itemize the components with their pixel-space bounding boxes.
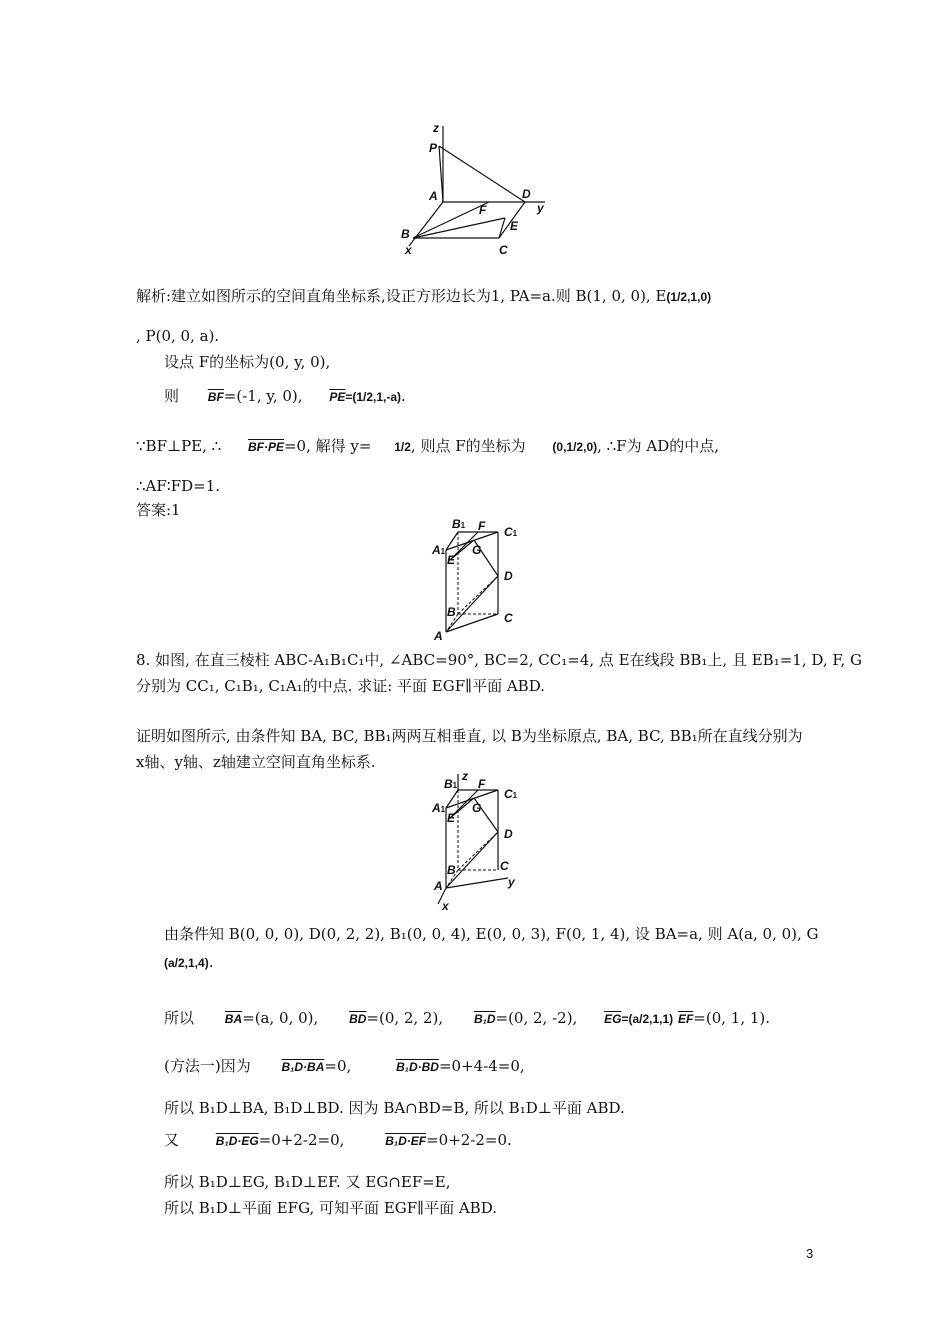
fig3-label-z: z (462, 769, 468, 783)
q7-vec-bf: $\overline{BF}$ (207, 390, 224, 404)
fig3-label-c: C (500, 859, 509, 873)
q7-answer: 答案:1 (136, 501, 181, 519)
fig3-label-x: x (442, 899, 449, 913)
q8-coords-line1: 由条件知 B(0, 0, 0), D(0, 2, 2), B₁(0, 0, 4), E(0, 0, 3), F(0, 1, 4), 设 BA=a, 则 A(a, 0, 0), G (164, 925, 819, 943)
fig2-label-f: F (478, 519, 486, 533)
q8-stem-line2: 分别为 CC₁, C₁B₁, C₁A₁的中点. 求证: 平面 EGF∥平面 ABD. (136, 677, 545, 695)
q7-pe-value: =(1/2,1,-a) (345, 390, 402, 404)
fig2-label-b: B (447, 605, 456, 619)
fig3-label-f: F (478, 777, 486, 791)
q8-vec-eg: $\overline{EG}$ (604, 1012, 622, 1026)
q8-vec-b1d: B₁D (473, 1012, 496, 1026)
fig2-label-c1: C1 (504, 525, 518, 539)
q7-because: ∵BF⊥PE, ∴ (136, 437, 222, 455)
q8-method1-label: (方法一)因为 (164, 1057, 251, 1075)
q7-line4-end: . (401, 387, 406, 405)
fig3-label-d: D (504, 827, 513, 841)
q8-vec-b1d-ef: B₁D·EF (385, 1134, 427, 1148)
q8-b1d-eg-value: =0+2-2=0, (258, 1131, 345, 1149)
q8-perp-line1: 所以 B₁D⊥BA, B₁D⊥BD. 因为 BA∩BD=B, 所以 B₁D⊥平面 ABD. (164, 1099, 625, 1117)
fig1-label-a: A (429, 189, 438, 203)
q8-b1d-ef-value: =0+2-2=0. (426, 1131, 512, 1149)
q7-analysis-line2: , P(0, 0, a). (136, 327, 220, 345)
q7-bf-value: =(-1, y, 0), (223, 387, 303, 405)
fig2-label-c: C (504, 611, 513, 625)
q8-eg-value: =(a/2,1,1) (621, 1012, 674, 1026)
fig1-label-f: F (479, 203, 487, 217)
fig3-label-y: y (508, 875, 515, 889)
q7-e-coord: (1/2,1,0) (666, 290, 712, 304)
fig2-label-e: E (447, 553, 456, 567)
q8-stem-line1: 8. 如图, 在直三棱柱 ABC-A₁B₁C₁中, ∠ABC=90°, BC=2, CC₁=4, 点 E在线段 BB₁上, 且 EB₁=1, D, F, G (136, 651, 862, 669)
q7-line3: 设点 F的坐标为(0, y, 0), (164, 353, 331, 371)
q8-coords-line2 (164, 952, 213, 973)
q7-then-label: 则 (164, 387, 180, 405)
q8-b1d-bd-value: =0+4-4=0, (438, 1057, 525, 1075)
figure-pyramid (395, 120, 565, 260)
q7-f-coord-label: , 则点 F的坐标为 (410, 437, 526, 455)
fig1-label-y: y (537, 201, 544, 215)
q7-line5 (136, 436, 719, 457)
fig3-label-b1: B1 (444, 777, 458, 791)
fig3-label-a: A (434, 879, 443, 893)
fig1-label-z: z (433, 121, 439, 135)
fig2-label-b1: B1 (452, 517, 466, 531)
fig3-label-g: G (472, 801, 482, 815)
q7-analysis-text: 解析:建立如图所示的空间直角坐标系,设正方形边长为1, PA=a.则 B(1, 0, 0), E (136, 287, 667, 305)
figure-prism (430, 518, 530, 644)
fig2-label-a: A (434, 629, 443, 643)
q7-line4 (164, 386, 406, 407)
q8-b1d-value: =(0, 2, -2), (495, 1009, 578, 1027)
fig3-label-e: E (447, 811, 456, 825)
fig1-label-b: B (401, 227, 410, 241)
fig3-label-a1: A1 (432, 801, 446, 815)
q7-analysis-line1 (136, 286, 711, 307)
q8-perp-line2: 所以 B₁D⊥EG, B₁D⊥EF. 又 EG∩EF=E, (164, 1173, 451, 1191)
q8-vec-bd: $\overline{BD}$ (349, 1012, 367, 1026)
q8-perp-line3: 所以 B₁D⊥平面 EFG, 可知平面 EGF∥平面 ABD. (164, 1199, 497, 1217)
q8-vec-ba: $\overline{BA}$ (224, 1012, 243, 1026)
q7-vec-bf-pe: BF·PE (247, 440, 284, 454)
q8-also-label: 又 (164, 1131, 180, 1149)
fig2-label-g: G (472, 543, 482, 557)
figure-prism-axes (430, 770, 530, 912)
q8-vec-b1d-eg: B₁D·EG (215, 1134, 259, 1148)
fig2-label-a1: A1 (432, 543, 446, 557)
q7-half: 1/2 (394, 440, 411, 454)
q8-vectors-line (164, 1008, 770, 1029)
q7-solve: =0, 解得 y= (283, 437, 372, 455)
q7-f-coord: (0,1/2,0) (552, 440, 598, 454)
page-number: 3 (806, 1246, 814, 1261)
q8-method1-line (164, 1056, 525, 1077)
q8-b1d-ba-value: =0, (324, 1057, 352, 1075)
fig1-label-p: P (429, 141, 438, 155)
q8-also-line (164, 1130, 512, 1151)
q8-ba-value: =(a, 0, 0), (242, 1009, 319, 1027)
q8-proof-line1: 证明如图所示, 由条件知 BA, BC, BB₁两两互相垂直, 以 B为坐标原点, BA, BC, BB₁所在直线分别为 (136, 727, 803, 745)
q7-vec-pe: $\overline{PE}$ (329, 390, 346, 404)
fig3-label-b: B (447, 863, 456, 877)
q8-vec-b1d-ba: B₁D·BA (281, 1060, 325, 1074)
fig1-label-e: E (510, 219, 519, 233)
q7-midpoint: , ∴F为 AD的中点, (597, 437, 720, 455)
q8-vec-b1d-bd: B₁D·BD (396, 1060, 439, 1074)
q8-ef-value: =(0, 1, 1). (693, 1009, 771, 1027)
q7-line6: ∴AF∶FD=1. (136, 477, 221, 495)
fig1-label-c: C (499, 243, 508, 257)
q8-bd-value: =(0, 2, 2), (366, 1009, 444, 1027)
fig1-label-d: D (522, 187, 531, 201)
q8-g-coord: (a/2,1,4) (164, 956, 209, 970)
fig1-label-x: x (405, 243, 412, 257)
fig3-label-c1: C1 (504, 787, 518, 801)
q8-proof-line2: x轴、y轴、z轴建立空间直角坐标系. (136, 753, 376, 771)
q8-vec-ef: $\overline{EF}$ (677, 1012, 694, 1026)
q8-coords-end: . (208, 953, 214, 971)
fig2-label-d: D (504, 569, 513, 583)
q8-so-label: 所以 (164, 1009, 195, 1027)
